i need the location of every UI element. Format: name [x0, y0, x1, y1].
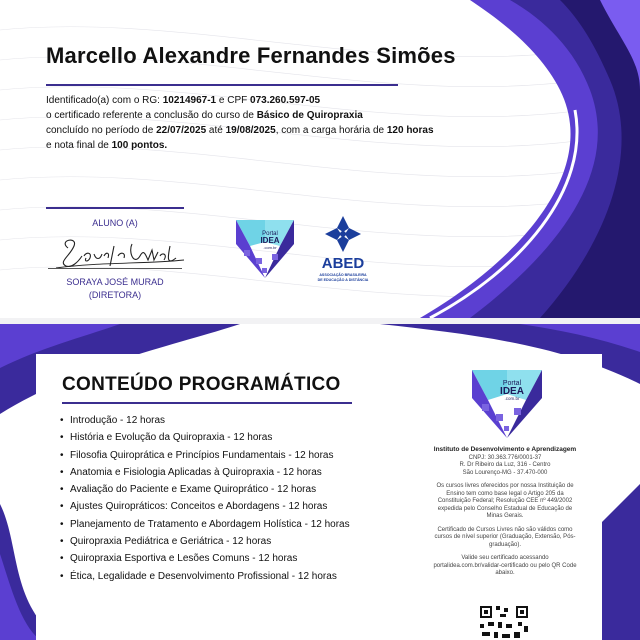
content-title: CONTEÚDO PROGRAMÁTICO	[62, 374, 341, 395]
portal-idea-logo	[232, 214, 298, 280]
institute-name: Instituto de Desenvolvimento e Aprendizagem	[433, 446, 577, 453]
grade-prefix: e nota final de	[46, 140, 112, 151]
rg-prefix: Identificado(a) com o RG:	[46, 95, 163, 106]
portal-logo-line1: Portal	[262, 231, 278, 237]
topic-item: • Avaliação do Paciente e Exame Quiroprático - 12 horas	[60, 481, 400, 498]
director-role: (DIRETORA)	[88, 290, 142, 300]
course-prefix: o certificado referente a conclusão do curso de	[46, 110, 257, 121]
certificate-body	[46, 93, 466, 153]
institute-address1: R. Dr Ribeiro da Luz, 316 - Centro	[459, 462, 551, 468]
portal-logo-back-line1: Portal	[502, 380, 522, 387]
abed-logo	[312, 212, 374, 286]
director-name: SORAYA JOSÉ MURAD	[66, 277, 164, 287]
certificate-back	[0, 324, 640, 640]
portal-logo-line2: IDEA	[260, 236, 280, 245]
topic-item: • Ajustes Quiropráticos: Conceitos e Abordagens - 12 horas	[60, 498, 400, 515]
director-signature	[48, 226, 188, 274]
portal-logo-back-line2: IDEA	[500, 386, 524, 397]
topic-item: • Introdução - 12 horas	[60, 412, 400, 429]
period-prefix: concluído no período de	[46, 125, 157, 136]
abed-name: ABED	[321, 255, 365, 272]
topic-item: • Ética, Legalidade e Desenvolvimento Profissional - 12 horas	[60, 568, 400, 585]
certificate-front	[0, 0, 640, 318]
content-title-underline	[62, 402, 352, 404]
topic-item: • Filosofia Quiroprática e Princípios Fundamentais - 12 horas	[60, 447, 400, 464]
course-name: Básico de Quiropraxia	[256, 110, 363, 121]
institute-cnpj: CNPJ: 30.363.776/0001-37	[468, 454, 542, 461]
institute-legal: Os cursos livres oferecidos por nossa Instituição de Ensino tem como base legal o Artigo 205 da Constituição Federal; Resolução CEE nº 449/2002 expedida pelo Conselho Estadual de Educação de Minas Gerais.	[436, 483, 574, 519]
institute-info	[430, 446, 580, 584]
portal-logo-line3: .com.br	[263, 245, 277, 250]
topic-item: • Quiropraxia Esportiva e Lesões Comuns - 12 horas	[60, 550, 400, 567]
portal-logo-back-line3: .com.br	[504, 396, 520, 401]
final-grade: 100 pontos.	[111, 140, 168, 151]
hours-prefix: , com a carga horária de	[275, 125, 387, 136]
course-hours: 120 horas	[386, 125, 434, 136]
topic-item: • História e Evolução da Quiropraxia - 12 horas	[60, 429, 400, 446]
date-end: 19/08/2025	[225, 125, 276, 136]
rg-value: 10214967-1	[162, 95, 217, 106]
topic-item: • Planejamento de Tratamento e Abordagem Holística - 12 horas	[60, 516, 400, 533]
institute-address2: São Lourenço-MG - 37.470-000	[462, 469, 548, 476]
portal-idea-logo-back	[468, 366, 546, 440]
topic-item: • Quiropraxia Pediátrica e Geriátrica - 12 horas	[60, 533, 400, 550]
institute-verify: Valide seu certificado acessando portalidea.com.br/validar-certificado ou pelo QR Code abaixo.	[433, 555, 577, 576]
student-label: ALUNO (A)	[92, 218, 138, 228]
topic-item: • Anatomia e Fisiologia Aplicadas à Quiropraxia - 12 horas	[60, 464, 400, 481]
date-start: 22/07/2025	[156, 125, 207, 136]
topic-list	[60, 412, 400, 585]
institute-validity: Certificado de Cursos Livres não são válidos como cursos de nível superior (Graduação, Extensão, Pós-graduação).	[434, 526, 576, 548]
director-signature-line	[48, 268, 182, 269]
abed-line1: ASSOCIAÇÃO BRASILEIRA	[319, 273, 367, 277]
qr-code[interactable]	[478, 604, 530, 640]
abed-line2: DE EDUCAÇÃO A DISTÂNCIA	[317, 278, 369, 282]
cpf-value: 073.260.597-05	[250, 95, 321, 106]
cpf-prefix: e CPF	[216, 95, 251, 106]
name-underline	[46, 84, 398, 86]
period-mid: até	[206, 125, 226, 136]
student-signature-line	[46, 207, 184, 209]
student-name: Marcello Alexandre Fernandes Simões	[46, 43, 456, 68]
